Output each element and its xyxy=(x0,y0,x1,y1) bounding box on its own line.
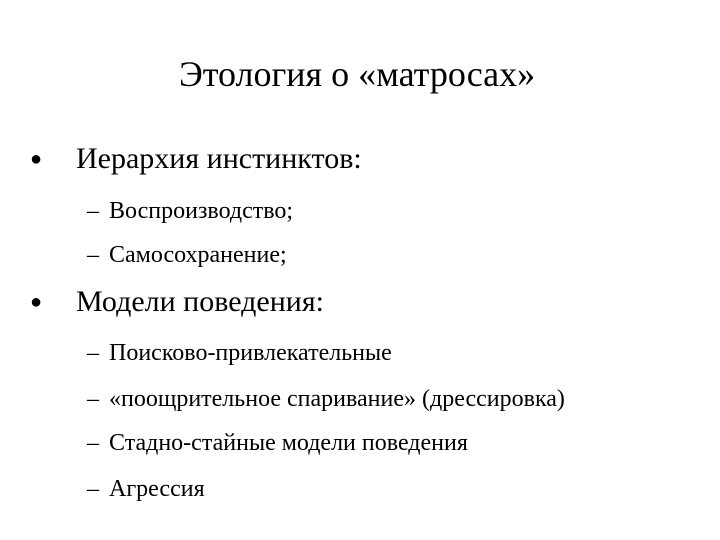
sub-item-text: «поощрительное спаривание» (дрессировка) xyxy=(109,386,565,412)
sub-item-text: Агрессия xyxy=(109,476,205,502)
sub-item-aggression xyxy=(87,474,205,504)
sub-item-self-preservation xyxy=(87,240,287,270)
sub-item-search-attraction xyxy=(87,338,392,368)
bullet-item-hierarchy xyxy=(30,141,362,177)
sub-item-training xyxy=(87,384,565,414)
dash-marker: – xyxy=(87,242,99,268)
dash-marker: – xyxy=(87,386,99,412)
dash-marker: – xyxy=(87,476,99,502)
slide-title: Этология о «матросах» xyxy=(179,54,536,94)
sub-item-text: Самосохранение; xyxy=(109,242,287,268)
sub-item-text: Поисково-привлекательные xyxy=(109,340,392,366)
bullet-marker: ● xyxy=(30,291,43,313)
sub-item-text: Воспроизводство; xyxy=(109,198,294,224)
sub-item-text: Стадно-стайные модели поведения xyxy=(109,430,468,456)
sub-item-reproduction xyxy=(87,196,293,226)
dash-marker: – xyxy=(87,198,99,224)
bullet-marker: ● xyxy=(30,148,43,170)
dash-marker: – xyxy=(87,430,99,456)
bullet-text: Иерархия инстинктов: xyxy=(76,142,362,175)
bullet-text: Модели поведения: xyxy=(76,285,324,318)
sub-item-herd-models xyxy=(87,428,468,458)
dash-marker: – xyxy=(87,340,99,366)
bullet-item-behavior-models xyxy=(30,284,324,320)
